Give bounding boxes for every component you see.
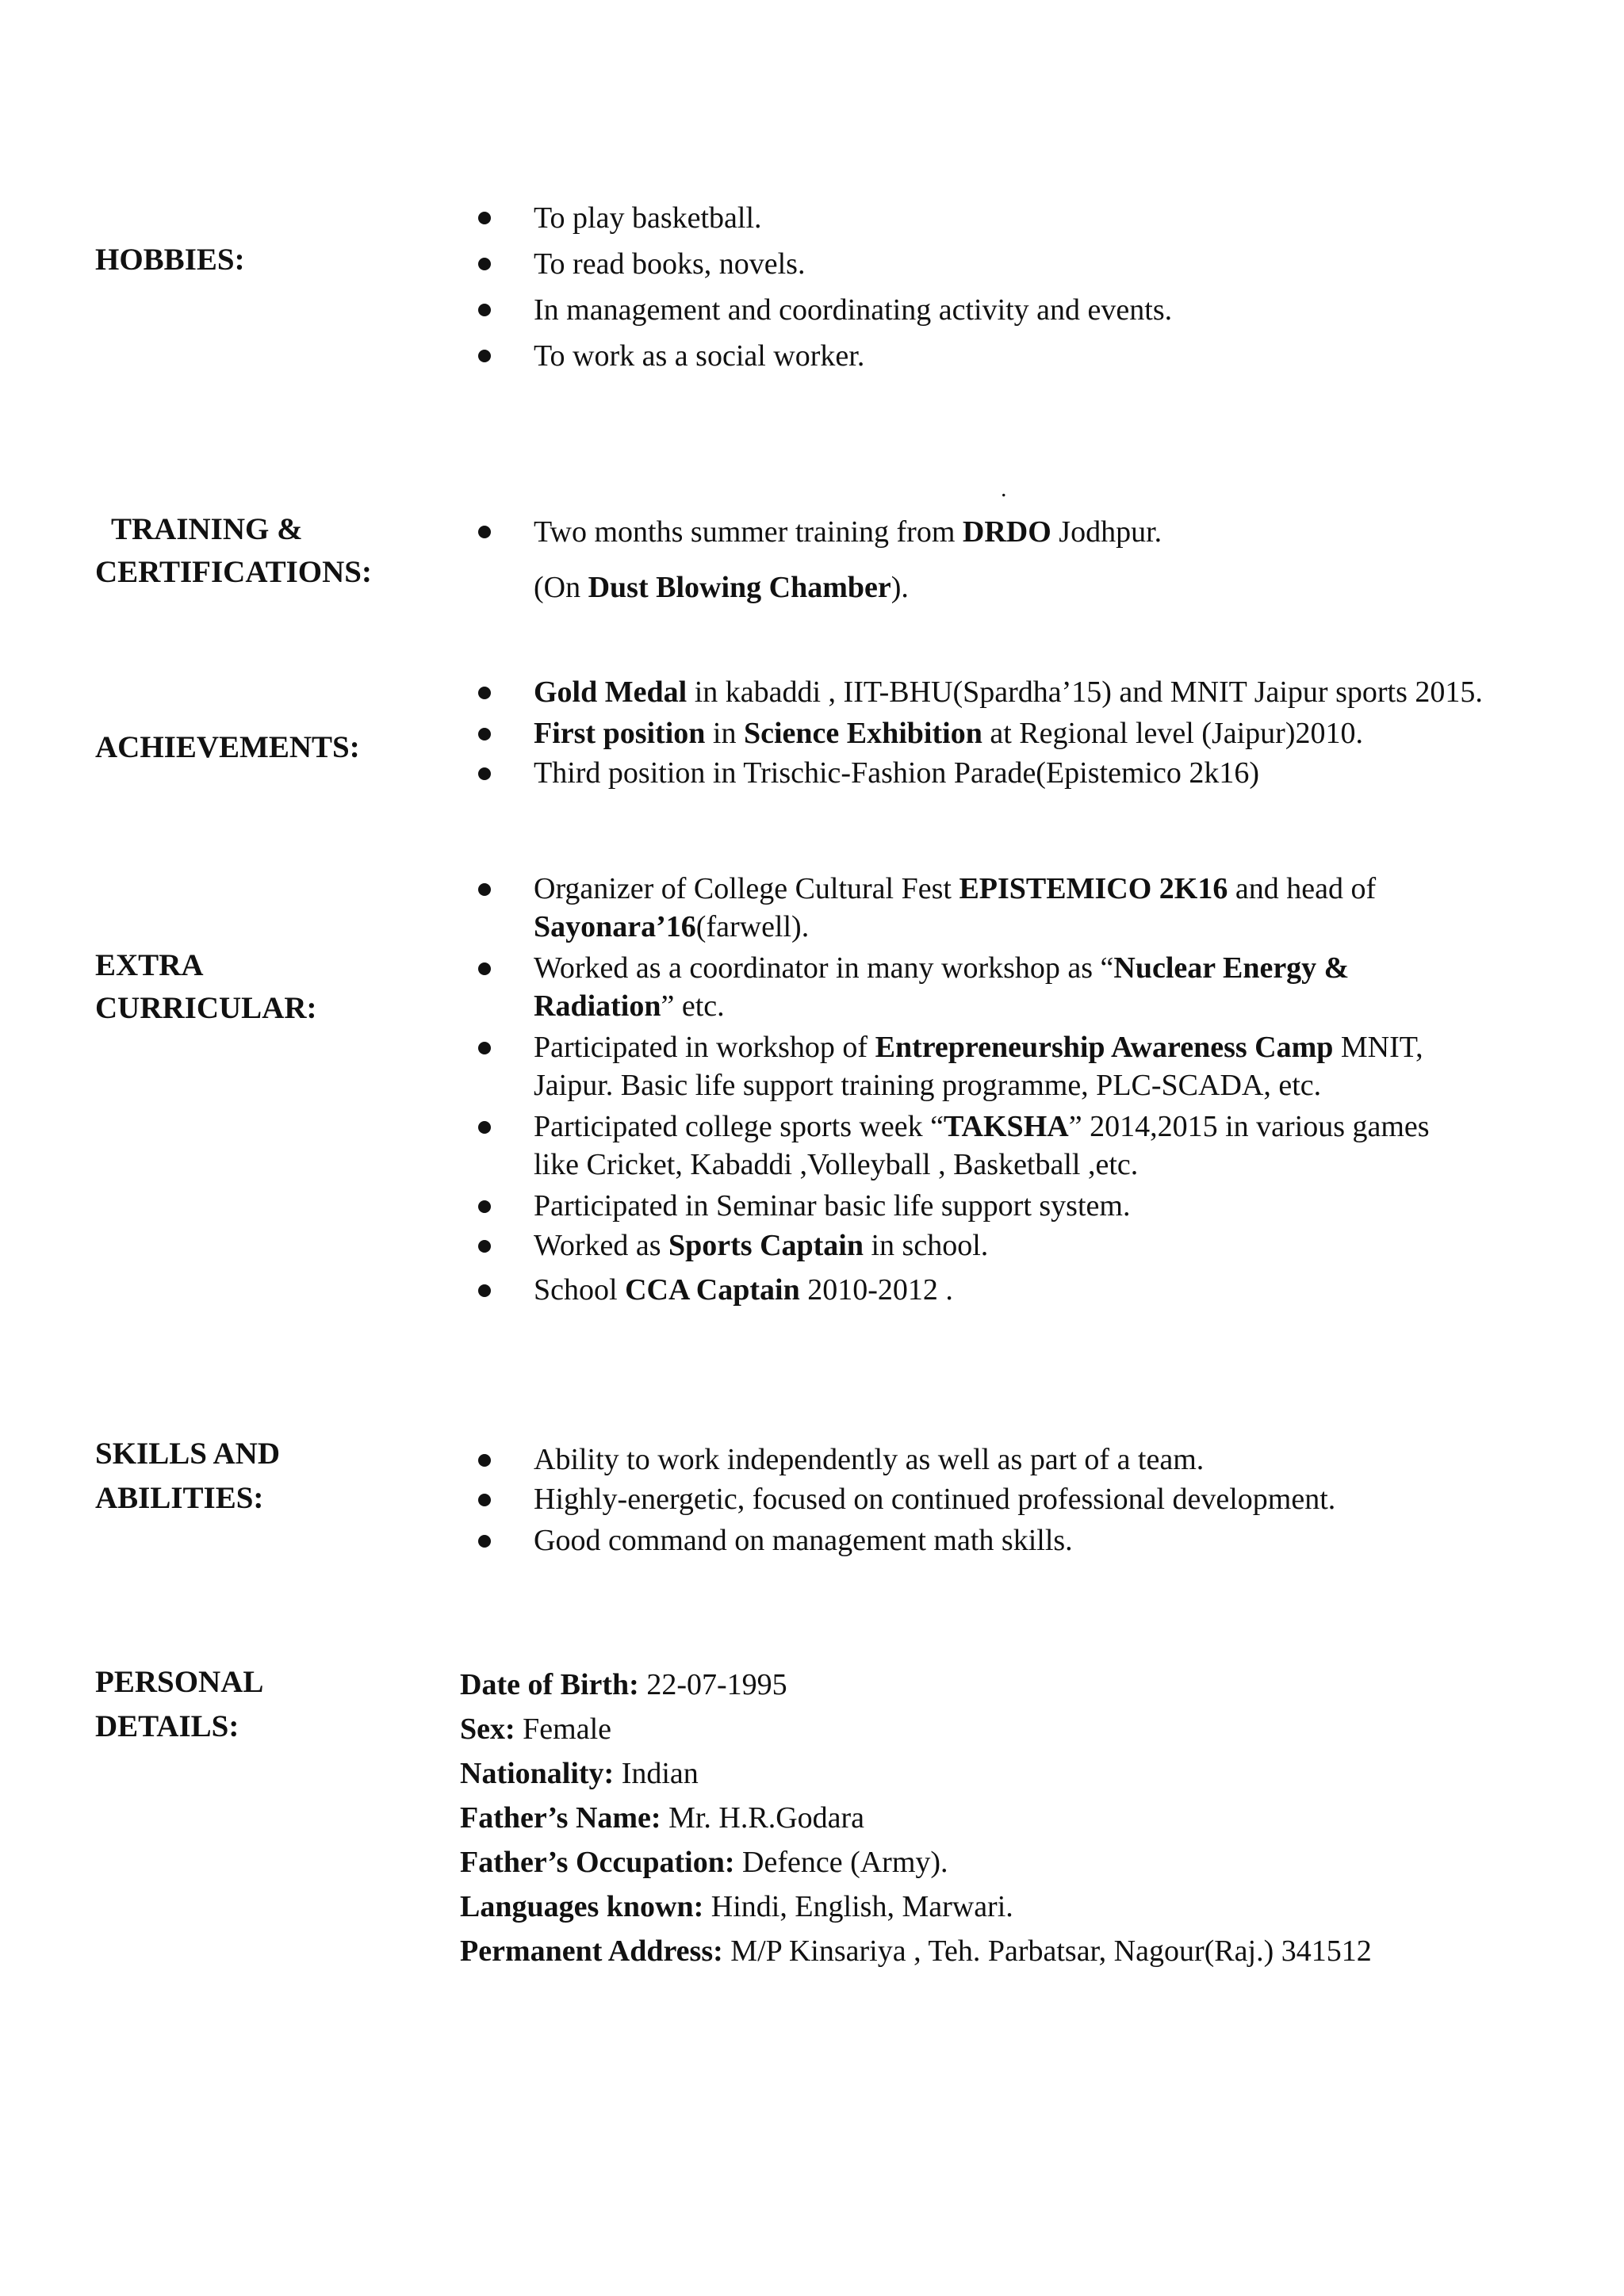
bullet-icon	[478, 728, 491, 740]
field-sex: Sex: Female	[460, 1712, 612, 1746]
bullet-icon	[478, 1494, 491, 1506]
bullet-icon	[478, 350, 491, 362]
details-heading: DETAILS:	[95, 1709, 239, 1743]
list-item: Worked as a coordinator in many workshop as “Nuclear Energy &	[534, 951, 1350, 985]
bullet-icon	[478, 883, 491, 896]
curricular-heading: CURRICULAR:	[95, 991, 317, 1025]
bullet-icon	[478, 212, 491, 224]
list-item: Participated in Seminar basic life support system.	[534, 1189, 1131, 1223]
list-item: Participated college sports week “TAKSHA” 2014,2015 in various games	[534, 1110, 1430, 1143]
bullet-icon	[478, 1240, 491, 1253]
list-item: Gold Medal in kabaddi , IIT-BHU(Spardha’15) and MNIT Jaipur sports 2015.	[534, 675, 1483, 709]
list-item: Organizer of College Cultural Fest EPISTEMICO 2K16 and head of	[534, 872, 1377, 905]
certifications-heading: CERTIFICATIONS:	[95, 555, 372, 589]
list-item-continuation: like Cricket, Kabaddi ,Volleyball , Basketball ,etc.	[534, 1148, 1139, 1181]
field-fathers-name: Father’s Name: Mr. H.R.Godara	[460, 1801, 865, 1835]
list-item: Worked as Sports Captain in school.	[534, 1229, 989, 1262]
bullet-icon	[478, 1454, 491, 1467]
field-nationality: Nationality: Indian	[460, 1757, 699, 1790]
list-item-continuation: Sayonara’16(farwell).	[534, 910, 810, 943]
stray-dot: .	[1001, 476, 1007, 502]
list-item: Highly-energetic, focused on continued professional development.	[534, 1483, 1336, 1516]
list-item: To play basketball.	[534, 201, 762, 235]
list-item: To work as a social worker.	[534, 339, 865, 373]
bullet-icon	[478, 1200, 491, 1213]
list-item: Third position in Trischic-Fashion Parade(Epistemico 2k16)	[534, 756, 1260, 790]
list-item: In management and coordinating activity and events.	[534, 293, 1173, 327]
achievements-heading: ACHIEVEMENTS:	[95, 730, 360, 764]
bullet-icon	[478, 258, 491, 270]
list-item: School CCA Captain 2010-2012 .	[534, 1273, 953, 1307]
bullet-icon	[478, 526, 491, 538]
bullet-icon	[478, 1535, 491, 1548]
list-item: Good command on management math skills.	[534, 1524, 1073, 1557]
list-item: Participated in workshop of Entrepreneurship Awareness Camp MNIT,	[534, 1031, 1423, 1064]
hobbies-heading: HOBBIES:	[95, 243, 245, 277]
bullet-icon	[478, 767, 491, 780]
list-item: Two months summer training from DRDO Jodhpur.	[534, 515, 1162, 549]
field-fathers-occupation: Father’s Occupation: Defence (Army).	[460, 1846, 948, 1879]
list-item-continuation: Radiation” etc.	[534, 989, 725, 1023]
list-item: Ability to work independently as well as part of a team.	[534, 1443, 1205, 1476]
bullet-icon	[478, 1121, 491, 1134]
training-heading: TRAINING &	[111, 512, 303, 546]
extra-heading: EXTRA	[95, 948, 204, 982]
personal-heading: PERSONAL	[95, 1665, 264, 1699]
bullet-icon	[478, 304, 491, 316]
list-item: First position in Science Exhibition at Regional level (Jaipur)2010.	[534, 717, 1363, 750]
field-languages: Languages known: Hindi, English, Marwari.	[460, 1890, 1013, 1923]
abilities-heading: ABILITIES:	[95, 1481, 264, 1515]
field-date-of-birth: Date of Birth: 22-07-1995	[460, 1668, 787, 1701]
bullet-icon	[478, 687, 491, 699]
bullet-icon	[478, 1284, 491, 1297]
list-item-continuation: Jaipur. Basic life support training programme, PLC-SCADA, etc.	[534, 1069, 1322, 1102]
training-subnote: (On Dust Blowing Chamber).	[534, 571, 909, 604]
bullet-icon	[478, 1042, 491, 1054]
list-item: To read books, novels.	[534, 247, 806, 281]
bullet-icon	[478, 962, 491, 975]
skills-heading: SKILLS AND	[95, 1437, 281, 1471]
field-permanent-address: Permanent Address: M/P Kinsariya , Teh. Parbatsar, Nagour(Raj.) 341512	[460, 1934, 1372, 1968]
